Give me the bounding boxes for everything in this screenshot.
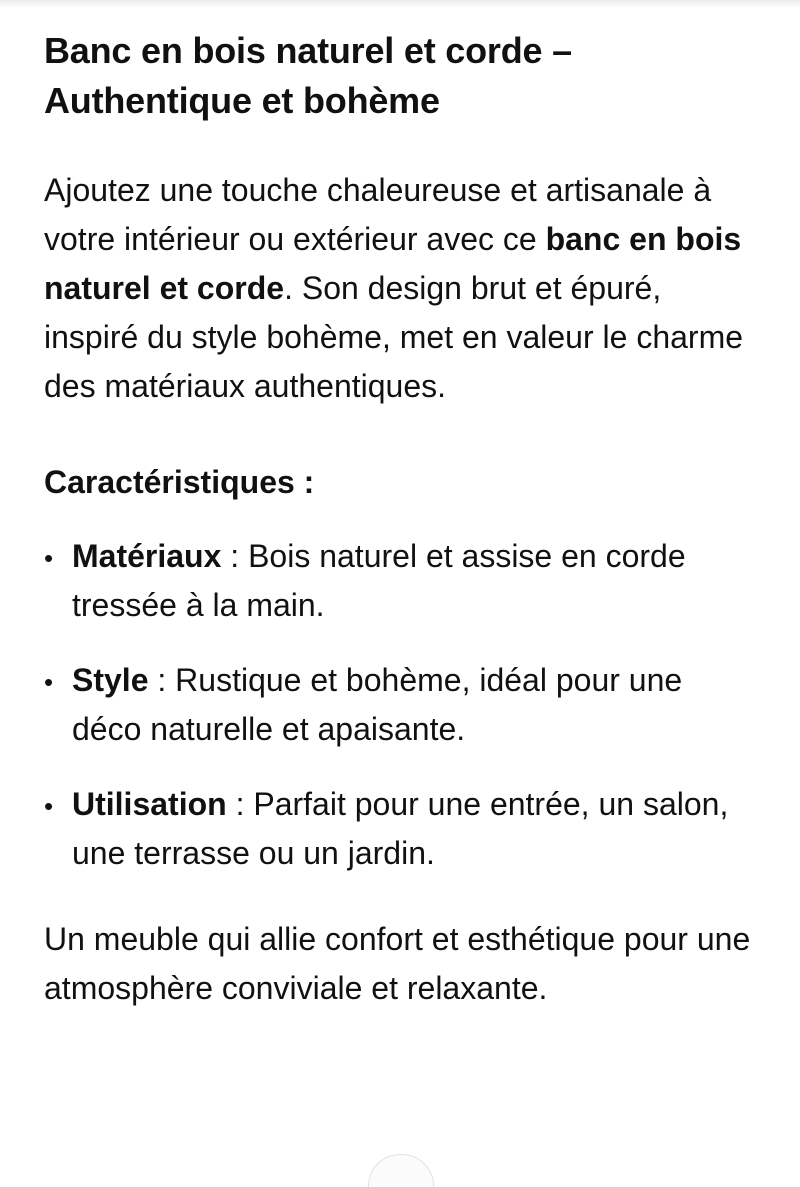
features-list: [44, 532, 756, 878]
bullet-icon: •: [44, 791, 54, 821]
scroll-to-top-button[interactable]: [368, 1154, 434, 1187]
feature-item-style: [44, 656, 756, 754]
feature-label: Matériaux: [72, 538, 222, 574]
top-divider: [0, 0, 800, 8]
bullet-icon: •: [44, 667, 54, 697]
feature-label: Style: [72, 662, 149, 698]
feature-label: Utilisation: [72, 786, 227, 822]
closing-paragraph: Un meuble qui allie confort et esthétique pour une atmosphère conviviale et relaxante.: [44, 921, 751, 1006]
feature-item-usage: [44, 780, 756, 878]
features-heading: Caractéristiques :: [44, 464, 315, 500]
bullet-icon: •: [44, 543, 54, 573]
feature-text: : Parfait pour une entrée, un salon, une terrasse ou un jardin.: [72, 786, 729, 871]
intro-text-after: . Son design brut et épuré, inspiré du style bohème, met en valeur le charme des matériaux authentiques.: [44, 270, 744, 404]
intro-bold-product-name: banc en bois naturel et corde: [44, 221, 742, 306]
feature-item-materials: [44, 532, 756, 630]
feature-text: : Rustique et bohème, idéal pour une déco naturelle et apaisante.: [72, 662, 683, 747]
feature-text: : Bois naturel et assise en corde tressée à la main.: [72, 538, 686, 623]
intro-paragraph: [44, 166, 756, 411]
intro-text-before: Ajoutez une touche chaleureuse et artisanale à votre intérieur ou extérieur avec ce: [44, 172, 712, 257]
page-title: Banc en bois naturel et corde – Authentique et bohème: [44, 30, 572, 121]
